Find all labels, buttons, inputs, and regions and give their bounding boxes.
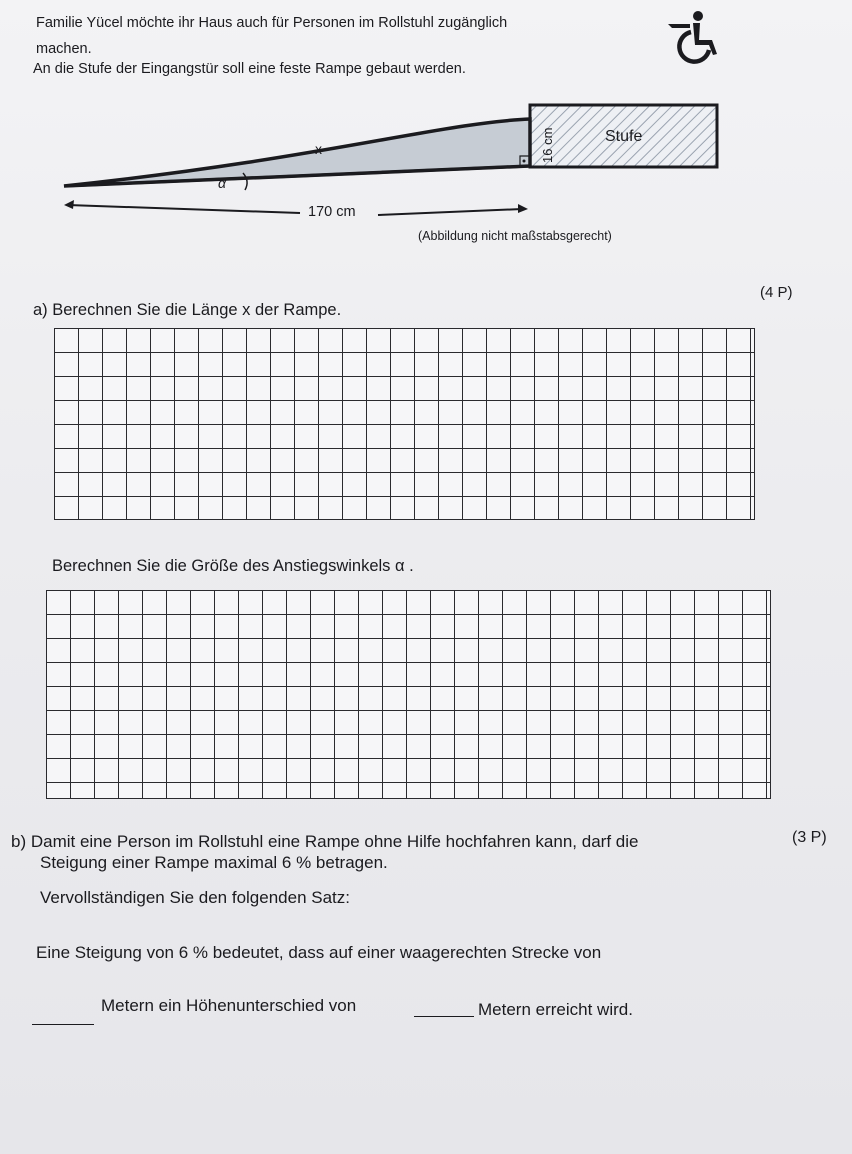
- label-x: x: [315, 141, 322, 157]
- label-alpha: α: [218, 175, 226, 191]
- label-length: 170 cm: [308, 204, 356, 220]
- points-a: (4 P): [760, 284, 793, 301]
- task-b-line-1: b) Damit eine Person im Rollstuhl eine Rampe ohne Hilfe hochfahren kann, darf die: [11, 832, 639, 851]
- blank-height[interactable]: [414, 1016, 474, 1017]
- task-a-2: Berechnen Sie die Größe des Anstiegswinkels α .: [52, 557, 414, 575]
- ramp-diagram: [60, 95, 725, 245]
- blank-distance[interactable]: [32, 1024, 94, 1025]
- ramp-figure: [60, 95, 725, 245]
- length-arrow-right: [378, 209, 522, 215]
- label-height: 16 cm: [540, 127, 555, 163]
- task-a-1: a) Berechnen Sie die Länge x der Rampe.: [33, 301, 342, 319]
- figure-caption: (Abbildung nicht maßstabsgerecht): [418, 229, 612, 243]
- points-b: (3 P): [792, 829, 827, 846]
- wheelchair-icon: [662, 10, 722, 65]
- length-arrow-left: [68, 205, 300, 213]
- task-b-line-5b: Metern erreicht wird.: [478, 1000, 633, 1019]
- answer-grid-a-1[interactable]: [54, 328, 755, 520]
- task-b-line-4: Eine Steigung von 6 % bedeutet, dass auf einer waagerechten Strecke von: [36, 943, 602, 962]
- answer-grid-a-2[interactable]: [46, 590, 771, 799]
- task-b-line-3: Vervollständigen Sie den folgenden Satz:: [40, 888, 351, 907]
- label-step: Stufe: [605, 128, 643, 145]
- task-b-line-2: Steigung einer Rampe maximal 6 % betragen.: [40, 853, 388, 872]
- intro-line-3: An die Stufe der Eingangstür soll eine feste Rampe gebaut werden.: [33, 61, 466, 77]
- intro-line-1: Familie Yücel möchte ihr Haus auch für Personen im Rollstuhl zugänglich: [36, 15, 508, 31]
- intro-line-2: machen.: [36, 41, 92, 57]
- task-b-line-5a: Metern ein Höhenunterschied von: [101, 996, 357, 1015]
